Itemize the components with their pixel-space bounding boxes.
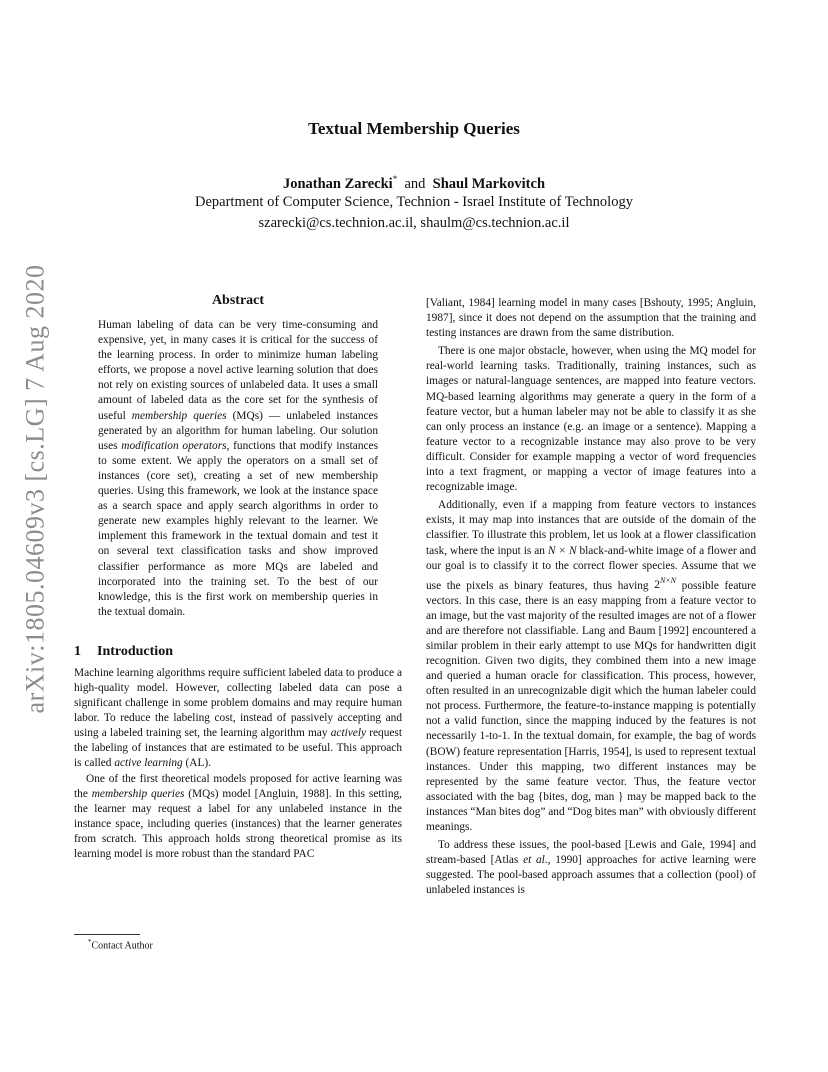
paper-title: Textual Membership Queries <box>308 119 520 138</box>
body-paragraph: There is one major obstacle, however, when using the MQ model for real-world learning tasks. Traditionally, training instances, such as images or natural-language sentences, are mapped into feature vectors. MQ-based learning algorithms may generate a query in the form of a feature vector, but a human labeler may not be able to classify it as she can only process an instance (e.g. an image or a sentence). Mapping a feature vector to a recognizable instance may also prove to be very difficult. Consider for example mapping a vector of word frequencies into a text fragment, or mapping a vector of image features into a recognizable image. <box>426 345 756 494</box>
math-expression: $2^{N\times N}$ <box>654 576 677 592</box>
author-name: Shaul Markovitch <box>432 175 546 192</box>
intro-paragraph: Machine learning algorithms require sufficient labeled data to produce a high-quality model. However, collecting labeled data can pose a significant challenge in some problem domains and may require human labor. To reduce the labeling cost, instead of passively accepting and using a labeled training set, the learning algorithm may actively request the labeling of instances that are estimated to be useful. This approach is called active learning (AL). <box>74 666 402 770</box>
footnote-marker: * <box>392 174 398 184</box>
section-title: Introduction <box>97 643 173 659</box>
section-number: 1 <box>74 643 81 659</box>
footnote <box>88 938 153 951</box>
body-paragraph: [Valiant, 1984] learning model in many cases [Bshouty, 1995; Angluin, 1987], since it does not depend on the assumption that the training and testing instances are drawn from the same distribution. <box>426 297 756 340</box>
body-paragraph: To address these issues, the pool-based [Lewis and Gale, 1994] and stream-based [Atlas et al., 1990] approaches for active learning were suggested. The pool-based approach assumes that a collection (pool) of unlabeled instances is <box>426 839 756 897</box>
author-emails: szarecki@cs.technion.ac.il, shaulm@cs.technion.ac.il <box>258 215 570 231</box>
arxiv-identifier: arXiv:1805.04609v3 [cs.LG] 7 Aug 2020 <box>20 264 49 714</box>
abstract-text: Human labeling of data can be very time-consuming and expensive, yet, in many cases it is critical for the success of the learning process. In order to minimize human labeling efforts, we propose a novel active learning solution that does not rely on existing sources of unlabeled data. It uses a small amount of labeled data as the core set for the synthesis of useful membership queries (MQs) — unlabeled instances generated by an algorithm for human labeling. Our solution uses modification operators, functions that modify instances to some extent. We apply the operators on a small set of instances (core set), creating a set of new membership queries. Using this framework, we look at the instance space as a search space and apply search algorithms in order to generate new examples highly relevant to the learner. We implement this framework in the textual domain and test it on several text classification tasks and show improved classifier performance as more MQs are labeled and incorporated into the training set. To the best of our knowledge, this is the first work on membership queries in the textual domain. <box>98 319 378 618</box>
section-heading-introduction <box>74 644 402 660</box>
author-line <box>0 174 828 193</box>
arxiv-side-stamp <box>18 264 52 714</box>
footnote-divider <box>74 934 140 935</box>
affiliation: Department of Computer Science, Technion - Israel Institute of Technology <box>195 194 633 210</box>
math-expression: N × N <box>547 544 577 557</box>
right-column <box>426 296 756 898</box>
footnote-marker: * <box>88 938 92 946</box>
footnote-text: Contact Author <box>91 940 153 952</box>
author-conjunction: and <box>404 175 426 192</box>
intro-paragraph: One of the first theoretical models proposed for active learning was the membership queries (MQs) model [Angluin, 1988]. In this setting, the learner may request a label for any unlabeled instance in the instance space, including queries (instances) that the learner generates from scratch. This approach holds strong theoretical promise as its learning model is more robust than the standard PAC <box>74 772 402 860</box>
author-name: Jonathan Zarecki <box>282 175 393 192</box>
left-column <box>74 293 402 862</box>
body-paragraph: Additionally, even if a mapping from feature vectors to instances exists, it may map into instances that are outside of the domain of the classifier. To illustrate this problem, let us look at a flower classification task, where the input is an N × N black-and-white image of a flower and our goal is to classify it to the correct flower species. Assume that we use the pixels as binary features, thus having $2^{N\times N}$ possible feature vectors. In this case, there is an easy mapping from a feature vector to an image, but the vast majority of the resulted images are not of a flower and are therefore not classifiable. Lang and Baum [1992] encountered a similar problem in their early attempt to use MQs for handwritten digit recognition. Given two digits, they combined them into a new image and queried a human oracle for classification. This process, however, often resulted in an unrecognizable digit which the human labeler could not process. Furthermore, the feature-to-instance mapping is potentially not a valid function, since the mapping induced by the features is not necessarily 1-to-1. In the textual domain, for example, the bag of words (BOW) feature representation [Harris, 1954], is used to represent textual instances. Under this mapping, two different instances may be represented by the same feature vector. Thus, the feature vector associated with the bag {bites, dog, man } may be mapped back to the instances “Man bites dog” and “Dog bites man” with obviously different meanings. <box>426 499 756 833</box>
abstract-heading: Abstract <box>211 293 265 308</box>
